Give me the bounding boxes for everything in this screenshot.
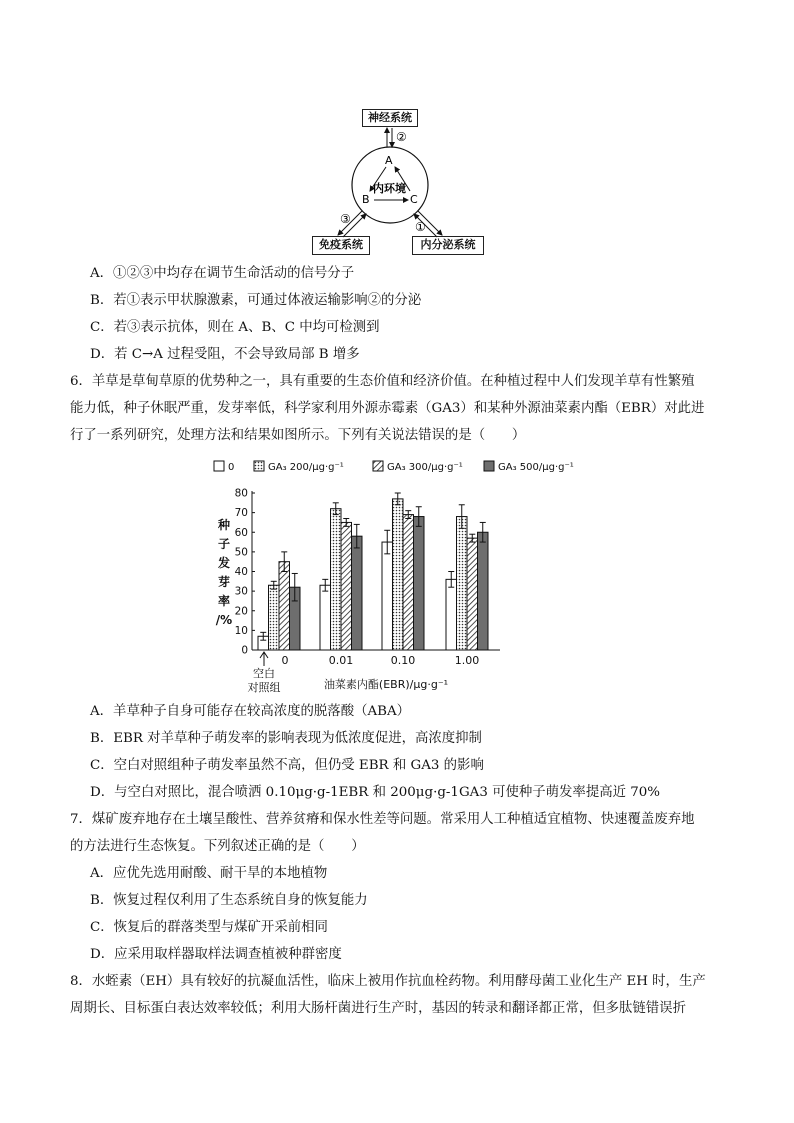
x-tick-label-2: 0.10 [390,654,416,667]
x-tick-label-1: 0.01 [328,654,354,667]
y-tick-label-3: 30 [234,585,248,598]
q7-option-a: A．应优先选用耐酸、耐干旱的本地植物 [90,866,328,881]
mark-2: ② [396,130,407,144]
endocrine-system-label: 内分泌系统 [420,238,476,251]
y-tick-label-7: 70 [234,507,248,520]
bar [414,517,425,650]
y-tick-label-5: 50 [234,546,248,559]
y-tick-label-8: 80 [234,487,248,500]
x-tick-label-3: 1.00 [454,654,480,667]
q5-option-a: A．①②③中均存在调节生命活动的信号分子 [90,266,355,281]
mark-1: ① [415,220,426,234]
legend-label-0: 0 [228,462,235,473]
bar [279,562,290,650]
y-axis-label-5: /% [215,613,233,627]
y-tick-label-2: 20 [234,605,248,618]
legend-swatch-0 [214,461,224,471]
chart-legend [214,461,574,473]
immune-system-label: 免疫系统 [319,238,363,251]
node-a: A [385,154,393,167]
bar [403,515,414,650]
bar [393,499,404,650]
legend-label-1: GA₃ 200/μg·g⁻¹ [268,462,344,473]
bar [341,522,352,650]
legend-label-2: GA₃ 300/μg·g⁻¹ [387,462,463,473]
diagram-graphics [300,125,500,240]
q7-stem-line-2: 的方法进行生态恢复。下列叙述正确的是（ ） [70,839,365,854]
q6-option-a: A．羊草种子自身可能存在较高浓度的脱落酸（ABA） [90,704,411,719]
bar [320,585,331,650]
q5-option-c: C．若③表示抗体，则在 A、B、C 中均可检测到 [90,320,380,335]
legend-swatch-2 [373,461,383,471]
q5-option-d: D．若 C→A 过程受阻，不会导致局部 B 增多 [90,347,360,362]
q6-stem-line-2: 能力低，种子休眠严重，发芽率低，科学家利用外源赤霉素（GA3）和某种外源油菜素内酯（EBR）对此进 [70,401,705,416]
q7-option-d: D．应采用取样器取样法调查植被种群密度 [90,947,342,962]
node-b: B [362,193,370,206]
y-axis-label-0: 种 [217,518,231,532]
bar [467,538,478,650]
q5-option-b: B．若①表示甲状腺激素，可通过体液运输影响②的分泌 [90,293,422,308]
bar [446,579,457,650]
q7-option-b: B．恢复过程仅利用了生态系统自身的恢复能力 [90,893,368,908]
germination-bar-chart [200,455,600,695]
legend-label-3: GA₃ 500/μg·g⁻¹ [498,462,574,473]
legend-swatch-1 [254,461,264,471]
chart-bars [258,493,488,650]
internal-environment-label: 内环境 [373,182,406,195]
bar [331,509,342,650]
x-tick-label-0: 0 [281,654,289,667]
q6-stem-line-3: 行了一系列研究，处理方法和结果如图所示。下列有关说法错误的是（ ） [70,428,526,443]
q6-option-b: B．EBR 对羊草种子萌发率的影响表现为低浓度促进，高浓度抑制 [90,731,482,746]
bar [478,532,489,650]
q7-option-c: C．恢复后的群落类型与煤矿开采前相同 [90,920,328,935]
control-label-2: 对照组 [247,681,281,694]
q6-stem-line-1: 6．羊草是草甸草原的优势种之一，具有重要的生态价值和经济价值。在种植过程中人们发现羊草有性繁殖 [70,374,695,389]
y-tick-label-1: 10 [234,624,248,637]
nervous-system-label: 神经系统 [368,111,412,124]
node-c: C [410,193,418,206]
q7-stem-line-1: 7．煤矿废弃地存在土壤呈酸性、营养贫瘠和保水性差等问题。常采用人工种植适宜植物、快速覆盖废弃地 [70,812,695,827]
y-axis-label-2: 发 [217,556,231,570]
q6-option-d: D．与空白对照比，混合喷洒 0.10μg·g-1EBR 和 200μg·g-1GA3 可使种子萌发率提高近 70% [90,785,661,800]
q6-option-c: C．空白对照组种子萌发率虽然不高，但仍受 EBR 和 GA3 的影响 [90,758,484,773]
bar [457,517,468,650]
control-label-1: 空白 [253,667,275,680]
q8-stem-line-2: 周期长、目标蛋白表达效率较低；利用大肠杆菌进行生产时，基因的转录和翻译都正常，但多肽链错误折 [70,1001,686,1016]
y-tick-label-4: 40 [234,566,248,578]
y-axis-label-3: 芽 [217,575,231,589]
bar [352,536,363,650]
y-axis-label-1: 子 [217,537,231,551]
q8-stem-line-1: 8．水蛭素（EH）具有较好的抗凝血活性，临床上被用作抗血栓药物。利用酵母菌工业化生产 EH 时，生产 [70,974,706,989]
bar [269,585,280,650]
y-tick-label-6: 60 [234,526,248,539]
bar [382,542,393,650]
x-axis-label: 油菜素内酯(EBR)/μg·g⁻¹ [323,678,449,691]
mark-3: ③ [340,212,351,226]
y-tick-label-0: 0 [241,644,248,657]
y-axis-label-4: 率 [217,594,231,608]
legend-swatch-3 [484,461,494,471]
